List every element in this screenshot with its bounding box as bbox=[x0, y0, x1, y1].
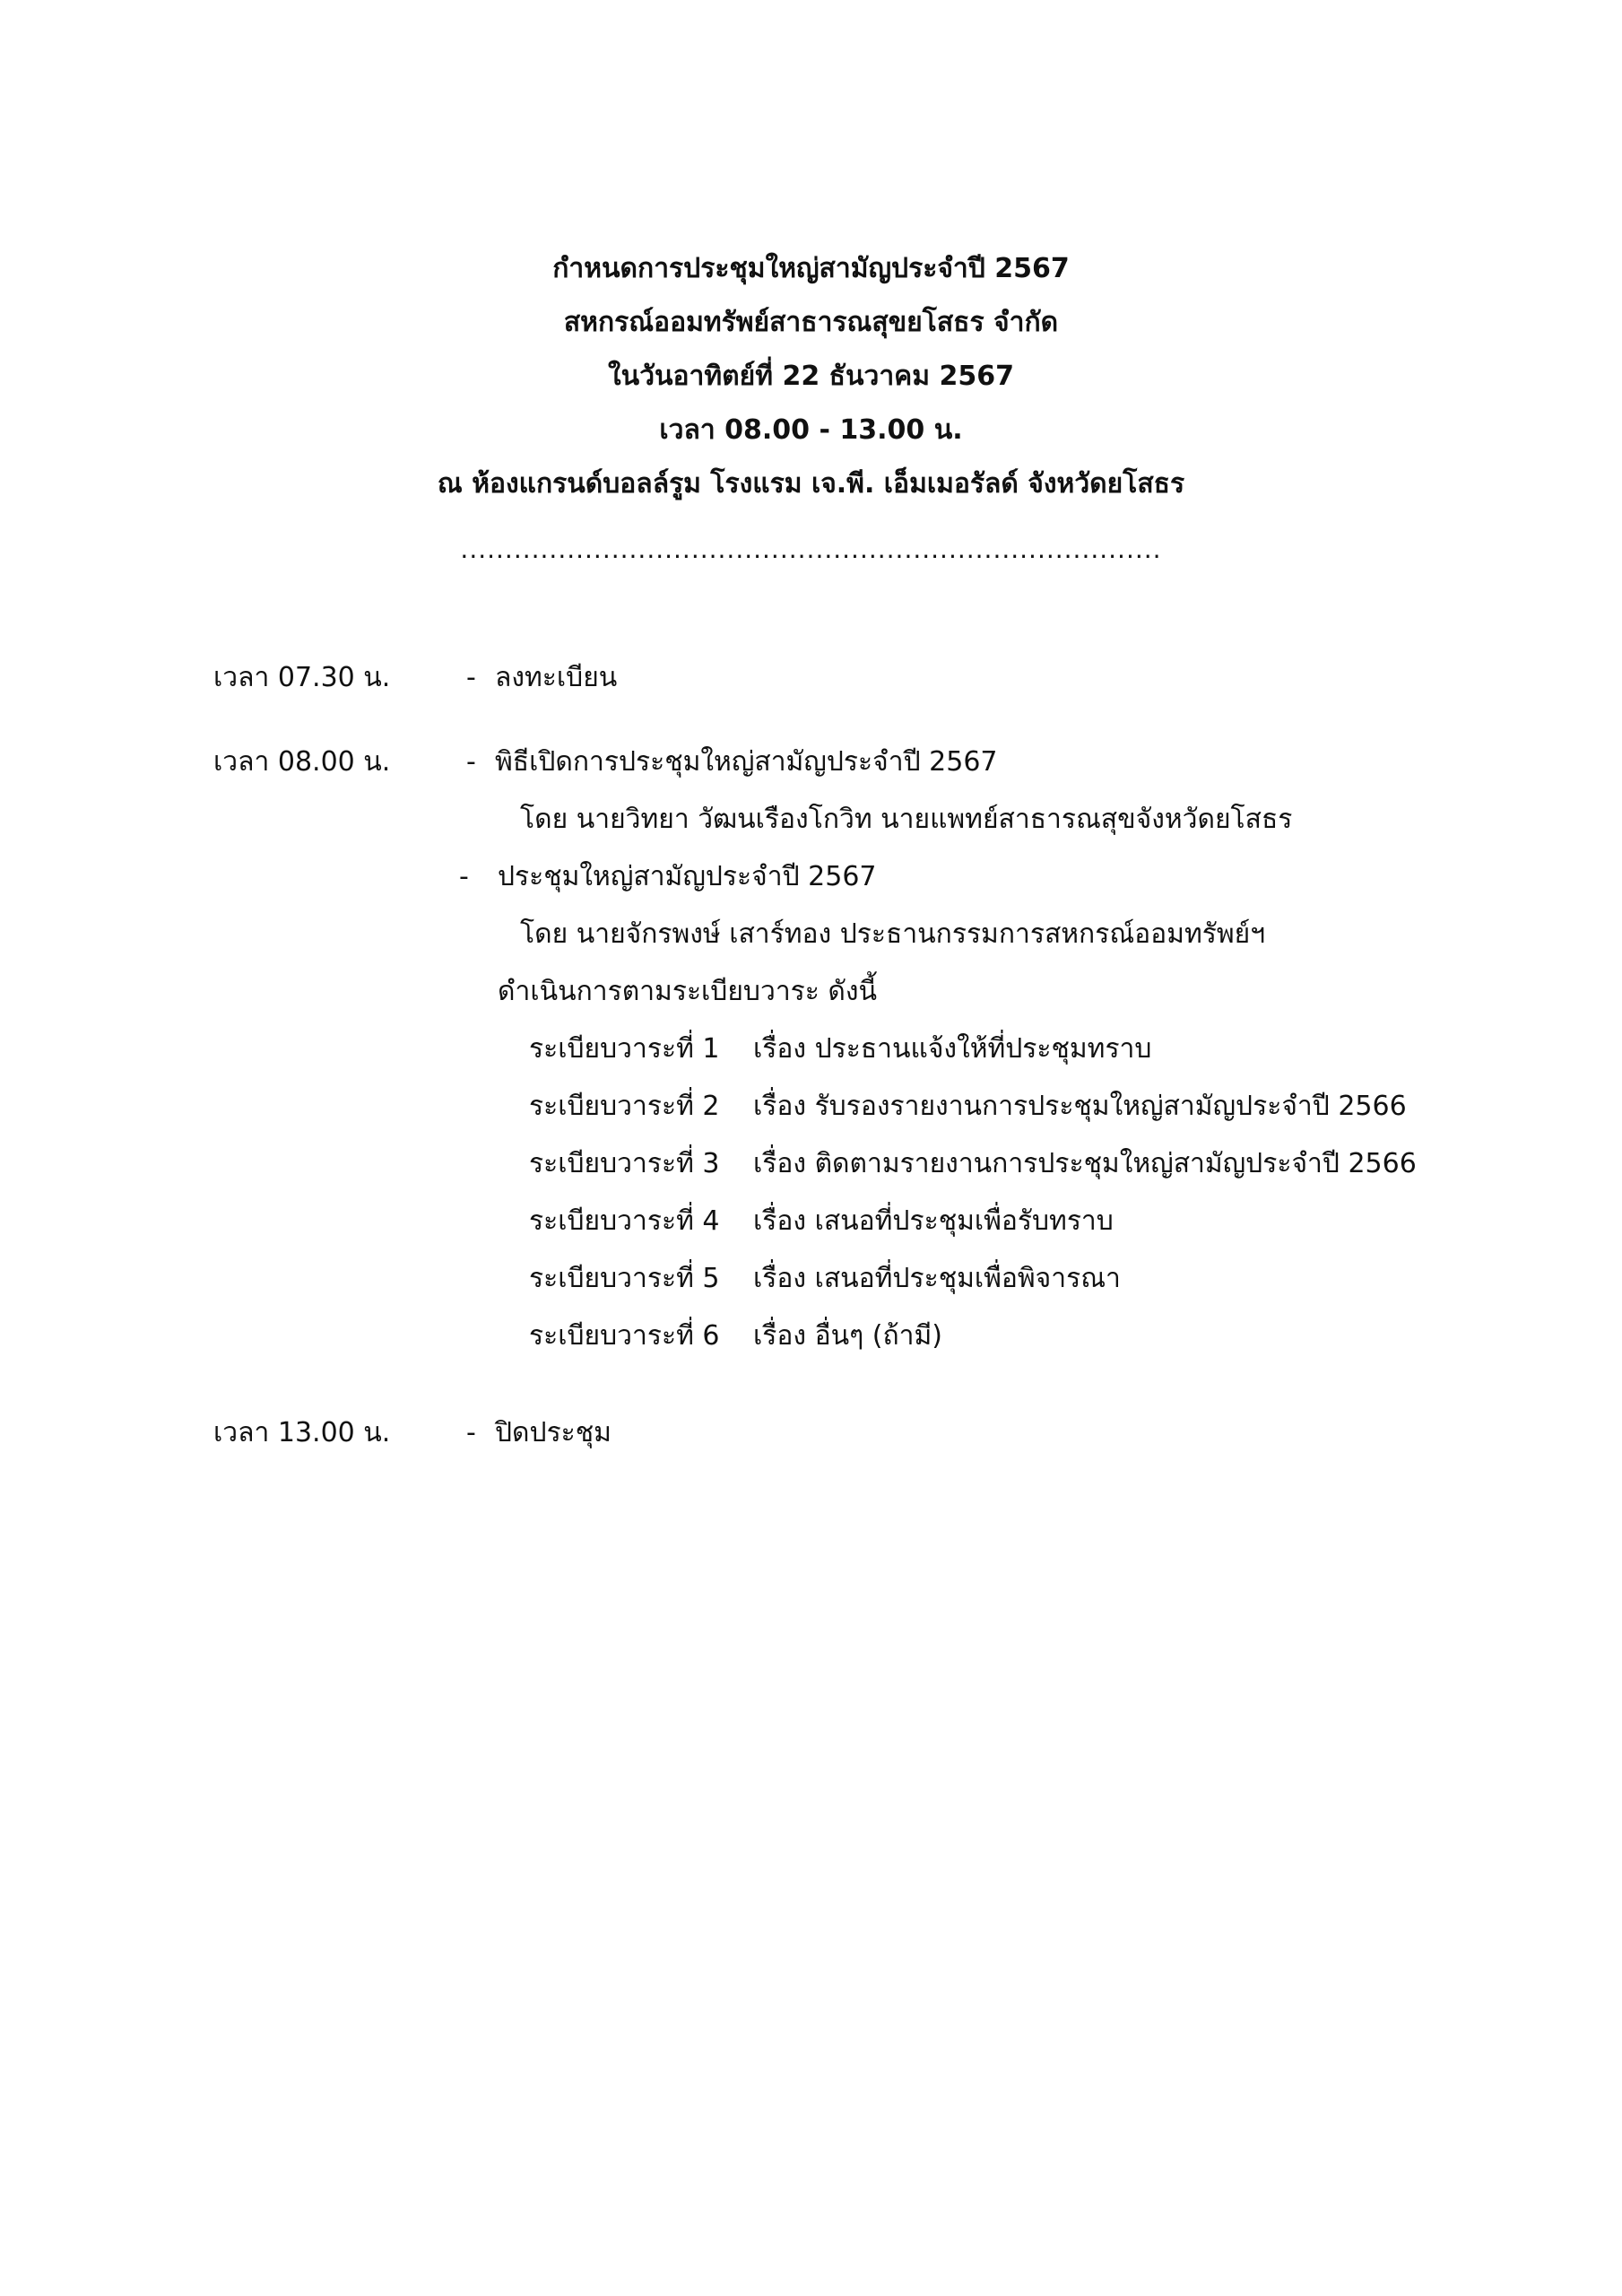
agenda-text-2: เรื่อง รับรองรายงานการประชุมใหญ่สามัญประจำปี 2566 bbox=[753, 1091, 1407, 1122]
schedule-time-1300: เวลา 13.00 น. bbox=[213, 1417, 391, 1448]
agenda-text-4: เรื่อง เสนอที่ประชุมเพื่อรับทราบ bbox=[753, 1205, 1114, 1237]
agenda-text-1: เรื่อง ประธานแจ้งให้ที่ประชุมทราบ bbox=[753, 1033, 1152, 1065]
schedule-time-0730: เวลา 07.30 น. bbox=[213, 662, 391, 693]
agenda-label-5: ระเบียบวาระที่ 5 bbox=[529, 1263, 720, 1294]
agenda-text-3: เรื่อง ติดตามรายงานการประชุมใหญ่สามัญประจำปี 2566 bbox=[753, 1148, 1417, 1179]
header-date: ในวันอาทิตย์ที่ 22 ธันวาคม 2567 bbox=[608, 361, 1014, 392]
schedule-proceed: ดำเนินการตามระเบียบวาระ ดังนี้ bbox=[498, 976, 878, 1007]
header-time: เวลา 08.00 - 13.00 น. bbox=[659, 414, 963, 446]
schedule-dash: - bbox=[466, 746, 476, 778]
schedule-by-opening: โดย นายวิทยา วัฒนเรืองโกวิท นายแพทย์สาธารณสุขจังหวัดยโสธร bbox=[520, 804, 1293, 835]
schedule-text-meeting: ประชุมใหญ่สามัญประจำปี 2567 bbox=[498, 861, 877, 892]
schedule-text-opening: พิธีเปิดการประชุมใหญ่สามัญประจำปี 2567 bbox=[495, 746, 998, 778]
agenda-label-2: ระเบียบวาระที่ 2 bbox=[529, 1091, 720, 1122]
schedule-text-registration: ลงทะเบียน bbox=[495, 662, 618, 693]
schedule-dash: - bbox=[466, 662, 476, 693]
schedule-text-closing: ปิดประชุม bbox=[495, 1417, 612, 1448]
document-header bbox=[0, 242, 1622, 511]
header-organization: สหกรณ์ออมทรัพย์สาธารณสุขยโสธร จำกัด bbox=[563, 307, 1059, 338]
schedule-dash: - bbox=[466, 1417, 476, 1448]
agenda-label-6: ระเบียบวาระที่ 6 bbox=[529, 1320, 720, 1352]
header-title: กำหนดการประชุมใหญ่สามัญประจำปี 2567 bbox=[552, 253, 1070, 284]
agenda-label-1: ระเบียบวาระที่ 1 bbox=[529, 1033, 720, 1065]
header-venue: ณ ห้องแกรนด์บอลล์รูม โรงแรม เจ.พี. เอ็มเมอรัลด์ จังหวัดยโสธร bbox=[437, 468, 1185, 500]
agenda-label-4: ระเบียบวาระที่ 4 bbox=[529, 1205, 720, 1237]
schedule-time-0800: เวลา 08.00 น. bbox=[213, 746, 391, 778]
schedule-dash: - bbox=[459, 861, 469, 892]
dotted-divider: ............................................................................... bbox=[460, 535, 1162, 564]
schedule-by-meeting: โดย นายจักรพงษ์ เสาร์ทอง ประธานกรรมการสหกรณ์ออมทรัพย์ฯ bbox=[520, 918, 1266, 950]
agenda-label-3: ระเบียบวาระที่ 3 bbox=[529, 1148, 720, 1179]
agenda-text-5: เรื่อง เสนอที่ประชุมเพื่อพิจารณา bbox=[753, 1263, 1121, 1294]
agenda-text-6: เรื่อง อื่นๆ (ถ้ามี) bbox=[753, 1320, 942, 1352]
